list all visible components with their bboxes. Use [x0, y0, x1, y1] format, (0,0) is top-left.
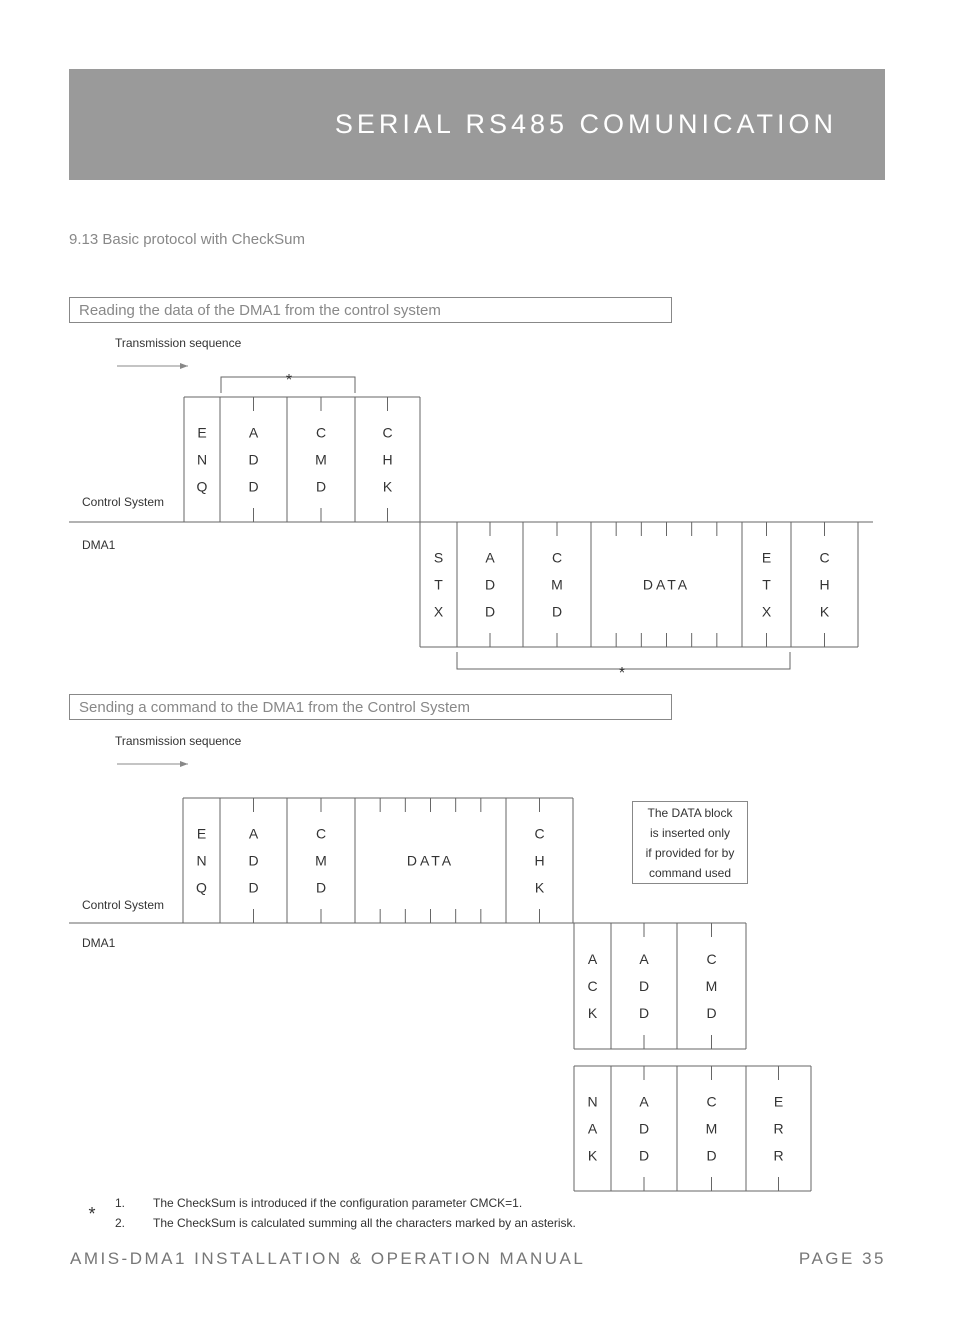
cell-letter: D [638, 1120, 650, 1137]
cell-letter: D [484, 576, 496, 593]
diagram1-transmission-label: Transmission sequence [115, 336, 242, 350]
cell-letter: D [248, 879, 259, 896]
frame-cell [382, 397, 392, 522]
cell-letter: C [382, 424, 393, 441]
nak-response-frame [574, 1066, 811, 1191]
cell-letter: D [638, 1147, 650, 1164]
frame-cell [485, 522, 495, 647]
cell-letter: D [248, 852, 259, 869]
frame-cell [315, 798, 327, 923]
cell-letter: R [773, 1120, 784, 1137]
cell-letter: D [551, 603, 563, 620]
cell-letter: C [551, 549, 563, 566]
frame-cell [248, 397, 258, 522]
frame-cell [534, 798, 544, 923]
cell-letter: D [248, 451, 259, 468]
cell-letter: M [315, 451, 327, 468]
cell-letter: M [705, 978, 718, 994]
note-number: 1. [115, 1196, 126, 1210]
cell-letter: K [534, 879, 545, 896]
cell-letter: D [706, 1147, 717, 1164]
cell-letter: C [315, 825, 327, 842]
cell-letter: N [587, 1093, 598, 1110]
cell-letter: E [197, 424, 207, 441]
frame-cell [706, 1066, 718, 1191]
frame-cell [248, 798, 258, 923]
note-line: if provided for by [645, 846, 735, 860]
diagram1-caption: Reading the data of the DMA1 from the control system [69, 297, 672, 323]
cell-letter: K [587, 1005, 598, 1021]
cell-letter: Q [196, 478, 208, 495]
section-heading: 9.13 Basic protocol with CheckSum [69, 231, 305, 248]
cell-letter: E [773, 1093, 784, 1110]
note-line: The DATA block [647, 806, 733, 820]
frame-cell [706, 923, 718, 1049]
bracket-asterisk: * [285, 372, 293, 389]
cell-letter: R [773, 1147, 784, 1164]
cell-letter: N [196, 451, 208, 468]
cell-letter: D [484, 603, 496, 620]
frame-cell [434, 550, 444, 620]
diagram2-dma-label: DMA1 [82, 936, 116, 950]
cell-letter: K [819, 603, 830, 620]
cell-letter: X [761, 603, 772, 620]
cell-letter: K [382, 478, 393, 495]
cell-letter: T [762, 576, 771, 593]
cell-letter: D [248, 478, 259, 495]
frame-cell [587, 951, 597, 1021]
frame-cell [773, 1066, 783, 1191]
cell-letter: A [485, 549, 495, 566]
cell-letter: C [534, 825, 545, 842]
notes-asterisk: * [88, 1204, 96, 1224]
cell-letter: C [706, 951, 717, 967]
cell-letter: Q [196, 879, 207, 896]
footer-manual-title: AMIS-DMA1 INSTALLATION & OPERATION MANUAL [70, 1249, 586, 1268]
page-title: SERIAL RS485 COMUNICATION [334, 109, 837, 139]
cell-letter: K [587, 1147, 598, 1164]
frame-cell [587, 1094, 597, 1164]
cell-letter: N [196, 852, 207, 869]
dma-response-frame [420, 522, 858, 647]
cell-letter: T [434, 576, 443, 593]
cell-label: DATA [642, 576, 691, 593]
diagram2-control-label: Control System [82, 898, 165, 912]
cell-letter: A [248, 825, 259, 842]
diagram2-caption: Sending a command to the DMA1 from the Control System [69, 694, 672, 720]
frame-cell [762, 522, 772, 647]
cell-letter: E [761, 549, 772, 566]
cell-letter: H [382, 451, 393, 468]
cell-letter: C [587, 978, 598, 994]
frame-cell [551, 522, 563, 647]
frame-cell [196, 826, 207, 896]
cell-letter: D [638, 978, 650, 994]
cell-letter: E [196, 825, 207, 842]
command-frame [183, 798, 573, 923]
diagram1-control-label: Control System [82, 495, 165, 509]
cell-label: DATA [406, 852, 455, 869]
bracket-asterisk: * [618, 665, 626, 682]
cell-letter: C [706, 1093, 717, 1110]
cell-letter: A [639, 1093, 649, 1110]
diagram1-dma-label: DMA1 [82, 538, 116, 552]
footer-page-number: PAGE 35 [798, 1249, 886, 1268]
cell-letter: D [706, 1005, 717, 1021]
note-line: command used [648, 866, 732, 880]
frame-cell [639, 1066, 649, 1191]
frame-cell [197, 425, 208, 495]
diagram2-transmission-label: Transmission sequence [115, 734, 242, 748]
frame-cell [616, 522, 717, 647]
cell-letter: M [315, 852, 327, 869]
frame-cell [819, 522, 829, 647]
cell-letter: A [587, 951, 598, 967]
cell-letter: X [433, 603, 444, 620]
note-number: 2. [115, 1216, 126, 1230]
cell-letter: H [819, 576, 830, 593]
cell-letter: C [315, 424, 327, 441]
cell-letter: D [315, 879, 327, 896]
control-frame [184, 397, 420, 522]
cell-letter: A [248, 424, 259, 441]
frame-cell [380, 798, 481, 923]
frame-cell [315, 397, 327, 522]
note-text: The CheckSum is calculated summing all the characters marked by an asterisk. [153, 1216, 576, 1230]
cell-letter: M [705, 1120, 718, 1137]
note-text: The CheckSum is introduced if the configuration parameter CMCK=1. [153, 1196, 523, 1210]
cell-letter: A [639, 951, 649, 967]
cell-letter: H [534, 852, 545, 869]
cell-letter: C [819, 549, 830, 566]
cell-letter: S [433, 549, 444, 566]
cell-letter: D [638, 1005, 650, 1021]
cell-letter: D [315, 478, 327, 495]
ack-response-frame [574, 923, 746, 1049]
frame-cell [639, 923, 649, 1049]
note-line: is inserted only [649, 826, 731, 840]
cell-letter: M [551, 576, 563, 593]
cell-letter: A [587, 1120, 598, 1137]
